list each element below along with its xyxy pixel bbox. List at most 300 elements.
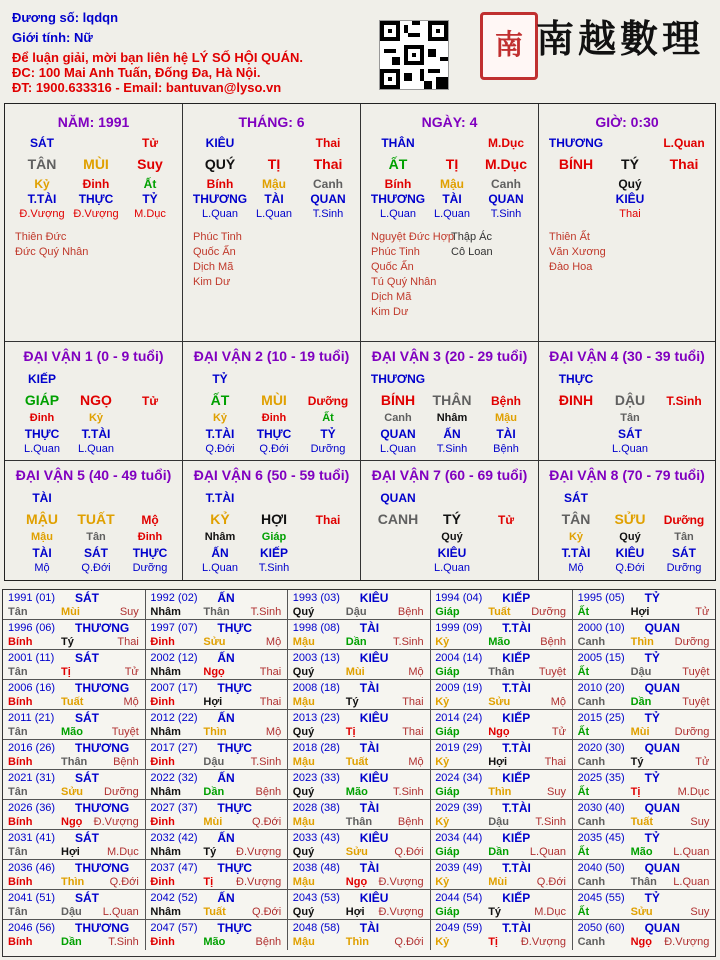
hidden-god: ẤN — [211, 546, 229, 560]
year-stage: T.Sinh — [393, 636, 424, 648]
year-cell[interactable] — [430, 860, 573, 890]
year-cell[interactable] — [145, 710, 288, 740]
year-cell[interactable] — [430, 620, 573, 650]
year-god: KIẾP — [502, 891, 531, 905]
hidden-stem: Tân — [86, 531, 106, 543]
dai-van-god: THƯƠNG — [370, 372, 426, 386]
star-name: Văn Xương — [549, 246, 606, 258]
year-cell[interactable] — [288, 860, 431, 890]
year-branch: Dậu — [61, 906, 82, 918]
year-label: 1992 (02) — [150, 592, 198, 604]
hidden-stem: Nhâm — [204, 531, 236, 543]
year-branch: Ngọ — [345, 876, 368, 888]
qr-code[interactable] — [379, 20, 449, 90]
year-label: 2034 (44) — [435, 832, 483, 844]
year-cell[interactable] — [288, 650, 431, 680]
dai-van-stage: Bệnh — [491, 394, 521, 408]
pillar-title: GIỜ: 0:30 — [595, 114, 659, 130]
year-label: 2021 (31) — [8, 772, 56, 784]
year-stem: Quý — [292, 666, 315, 678]
dai-van-god: T.TÀI — [205, 491, 235, 505]
year-cell[interactable] — [3, 590, 146, 620]
pillar-cell: THƯƠNG — [548, 136, 604, 150]
year-god: THỰC — [217, 741, 253, 755]
year-stem: Kỷ — [435, 876, 450, 888]
year-label: 2003 (13) — [292, 652, 340, 664]
year-label: 1997 (07) — [150, 622, 198, 634]
year-cell[interactable] — [573, 710, 716, 740]
hidden-stem: Nhâm — [436, 412, 468, 424]
year-branch: Thìn — [61, 876, 85, 888]
year-cell[interactable] — [573, 800, 716, 830]
year-god: ẤN — [217, 891, 235, 905]
year-branch: Dần — [61, 936, 82, 948]
year-cell[interactable] — [573, 740, 716, 770]
year-cell[interactable] — [288, 710, 431, 740]
year-god: KIẾP — [502, 771, 531, 785]
year-stage: L.Quan — [102, 906, 139, 918]
year-stem: Canh — [577, 696, 606, 708]
year-god: THỰC — [217, 801, 253, 815]
year-god: TỶ — [644, 591, 660, 605]
year-stem: Ất — [577, 786, 590, 798]
year-cell[interactable] — [145, 620, 288, 650]
year-label: 2032 (42) — [150, 832, 198, 844]
year-god: ẤN — [217, 771, 235, 785]
year-stem: Tân — [8, 726, 28, 738]
year-branch: Thìn — [345, 936, 370, 948]
year-stage: Dưỡng — [674, 636, 710, 648]
year-stem: Giáp — [435, 666, 460, 678]
year-cell[interactable] — [3, 710, 146, 740]
year-branch: Tị — [61, 666, 71, 678]
year-cell[interactable] — [573, 590, 716, 620]
year-branch: Tị — [345, 726, 356, 738]
red-seal-stamp: 南 — [480, 12, 538, 80]
year-cell[interactable] — [145, 920, 288, 950]
hidden-stem: Kỷ — [212, 412, 228, 424]
year-label: 2006 (16) — [8, 682, 56, 694]
hidden-stem: Đinh — [261, 412, 287, 424]
pillar-cell: L.Quan — [255, 208, 293, 220]
year-branch: Thìn — [630, 636, 654, 648]
year-branch: Tuất — [203, 906, 226, 918]
year-cell[interactable] — [573, 920, 716, 950]
year-stem: Bính — [8, 936, 33, 948]
year-label: 2009 (19) — [435, 682, 483, 694]
year-god: KIẾP — [502, 711, 531, 725]
star-name: Tú Quý Nhân — [371, 276, 437, 288]
year-cell[interactable] — [430, 590, 573, 620]
dai-van-1[interactable] — [5, 342, 183, 461]
year-label: 2043 (53) — [292, 892, 340, 904]
pillar-title: NGÀY: 4 — [421, 114, 478, 130]
year-stem: Mậu — [292, 936, 315, 948]
dai-van-title: ĐẠI VẬN 2 (10 - 19 tuổi) — [193, 348, 350, 364]
year-branch: Mùi — [203, 816, 223, 828]
pillar-cell: THƯƠNG — [370, 192, 426, 206]
year-stem: Quý — [292, 606, 315, 618]
year-stem: Nhâm — [150, 606, 181, 618]
year-label: 2008 (18) — [292, 682, 340, 694]
year-god: T.TÀI — [502, 621, 531, 635]
year-god: KIÊU — [359, 591, 389, 605]
year-label: 2007 (17) — [150, 682, 198, 694]
year-branch: Dậu — [345, 606, 367, 618]
pillar-cell: THÂN — [381, 136, 415, 150]
dai-van-god: QUAN — [380, 491, 416, 505]
pillar-title: THÁNG: 6 — [238, 114, 305, 130]
year-god: QUAN — [644, 681, 680, 695]
year-label: 2031 (41) — [8, 832, 56, 844]
year-cell[interactable] — [288, 770, 431, 800]
hidden-stem: Đinh — [29, 412, 55, 424]
year-label: 2022 (32) — [150, 772, 198, 784]
year-cell[interactable] — [573, 650, 716, 680]
hidden-stage: L.Quan — [433, 562, 471, 574]
year-stem: Kỷ — [435, 696, 450, 708]
year-god: KIẾP — [502, 591, 531, 605]
year-stage: L.Quan — [529, 846, 566, 858]
hidden-god: TÀI — [32, 546, 52, 560]
pillar-month — [183, 104, 361, 342]
year-god: TÀI — [359, 681, 380, 695]
pillar-cell: Thai — [315, 136, 341, 150]
year-cell[interactable] — [288, 830, 431, 860]
year-cell[interactable] — [573, 830, 716, 860]
year-cell[interactable] — [3, 920, 146, 950]
year-cell[interactable] — [430, 650, 573, 680]
year-label: 2023 (33) — [292, 772, 340, 784]
year-stem: Tân — [8, 906, 28, 918]
year-stem: Giáp — [435, 786, 460, 798]
star-name: Thiên Đức — [15, 231, 67, 243]
year-cell[interactable] — [145, 740, 288, 770]
pillar-cell: TÝ — [621, 156, 639, 172]
year-stem: Ất — [577, 726, 590, 738]
year-stage: Dưỡng — [531, 606, 566, 618]
star-name: Nguyệt Đức Hợp — [371, 231, 455, 243]
year-branch: Tý — [345, 696, 359, 708]
hidden-stage: T.Sinh — [258, 562, 290, 574]
dai-van-5[interactable] — [5, 461, 183, 580]
hidden-god: SÁT — [618, 427, 642, 441]
year-stem: Đinh — [150, 876, 175, 888]
year-cell[interactable] — [430, 770, 573, 800]
year-branch: Dậu — [488, 816, 509, 828]
gender: Giới tính: Nữ — [12, 30, 93, 45]
hidden-stage: Q.Đới — [259, 443, 289, 455]
year-cell[interactable] — [3, 740, 146, 770]
year-cell[interactable] — [288, 620, 431, 650]
dai-van-8[interactable] — [539, 461, 715, 580]
pillar-cell: T.Sinh — [490, 208, 522, 220]
year-branch: Tuất — [630, 816, 653, 828]
year-god: SÁT — [75, 651, 99, 665]
year-cell[interactable] — [3, 770, 146, 800]
dai-van-branch: HỢI — [261, 511, 287, 527]
pillar-hour — [539, 104, 715, 342]
pillar-cell: TỊ — [267, 156, 281, 172]
year-god: QUAN — [644, 621, 680, 635]
year-stem: Giáp — [435, 606, 460, 618]
year-stem: Bính — [8, 876, 33, 888]
year-god: THƯƠNG — [75, 861, 130, 875]
year-cell[interactable] — [430, 830, 573, 860]
year-cell[interactable] — [573, 770, 716, 800]
year-stage: M.Dục — [107, 846, 139, 858]
year-cell[interactable] — [3, 830, 146, 860]
dai-van-stem: ĐINH — [558, 392, 594, 408]
year-stem: Kỷ — [435, 636, 450, 648]
dai-van-title: ĐẠI VẬN 1 (0 - 9 tuổi) — [23, 348, 164, 364]
year-god: KIẾP — [502, 651, 531, 665]
year-stem: Kỷ — [435, 936, 450, 948]
year-cell[interactable] — [145, 680, 288, 710]
year-god: KIÊU — [359, 891, 389, 905]
address: ĐC: 100 Mai Anh Tuấn, Đống Đa, Hà Nội. — [12, 65, 261, 80]
year-stem: Quý — [292, 786, 315, 798]
year-label: 2011 (21) — [8, 712, 55, 724]
bazi-chart — [4, 103, 716, 581]
year-branch: Ngọ — [488, 726, 510, 738]
year-label: 2010 (20) — [577, 682, 625, 694]
star-name: Phúc Tinh — [371, 246, 420, 258]
dai-van-title: ĐẠI VẬN 4 (30 - 39 tuổi) — [549, 348, 705, 364]
year-cell[interactable] — [145, 830, 288, 860]
hidden-stem: Quý — [441, 531, 463, 543]
pillar-cell: QUÝ — [204, 156, 236, 172]
hidden-stem: Canh — [384, 412, 412, 424]
year-stage: Đ.Vượng — [664, 936, 710, 948]
year-stem: Tân — [8, 606, 28, 618]
pillar-cell: KIÊU — [615, 192, 645, 206]
year-branch: Tị — [630, 786, 641, 798]
year-stage: Bệnh — [540, 636, 566, 648]
dai-van-god: TỶ — [212, 372, 228, 386]
hidden-stem: Mậu — [31, 531, 53, 543]
year-label: 1993 (03) — [292, 592, 340, 604]
dai-van-stem: CANH — [377, 511, 419, 527]
year-cell[interactable] — [145, 770, 288, 800]
year-stem: Nhâm — [150, 906, 181, 918]
year-god: THƯƠNG — [75, 741, 130, 755]
pillar-cell: ẤT — [388, 156, 408, 172]
year-stage: Mộ — [265, 726, 282, 738]
dai-van-god: TÀI — [32, 491, 52, 505]
year-stage: Mộ — [408, 756, 424, 768]
year-cell[interactable] — [3, 860, 146, 890]
year-cell[interactable] — [288, 740, 431, 770]
year-stem: Đinh — [150, 636, 175, 648]
year-branch: Thân — [630, 876, 657, 888]
pillar-cell: Bính — [206, 177, 234, 191]
pillar-cell: TỶ — [142, 192, 158, 206]
year-branch: Mão — [203, 936, 226, 948]
year-label: 2000 (10) — [577, 622, 625, 634]
year-label: 2033 (43) — [292, 832, 340, 844]
year-stem: Nhâm — [150, 846, 181, 858]
pillar-cell: Tử — [141, 136, 159, 150]
year-branch: Mão — [630, 846, 653, 858]
phone-email[interactable]: ĐT: 1900.633316 - Email: bantuvan@lyso.vn — [12, 80, 282, 95]
year-cell[interactable] — [288, 680, 431, 710]
pillar-cell: Mậu — [262, 177, 286, 191]
year-label: 1999 (09) — [435, 622, 483, 634]
year-branch: Mão — [61, 726, 83, 738]
year-cell[interactable] — [3, 620, 146, 650]
star-name: Quốc Ấn — [193, 246, 236, 258]
year-cell[interactable] — [430, 680, 573, 710]
year-cell[interactable] — [430, 800, 573, 830]
hidden-stage: L.Quan — [611, 443, 649, 455]
year-label: 2028 (38) — [292, 802, 340, 814]
year-label: 2005 (15) — [577, 652, 625, 664]
year-cell[interactable] — [145, 890, 288, 920]
year-stage: Đ.Vượng — [520, 936, 566, 948]
year-stage: Đ.Vượng — [378, 906, 424, 918]
dai-van-title: ĐẠI VẬN 8 (70 - 79 tuổi) — [549, 467, 705, 483]
dai-van-2[interactable] — [183, 342, 361, 461]
star-name: Dịch Mã — [193, 261, 234, 273]
year-cell[interactable] — [288, 590, 431, 620]
year-label: 2013 (23) — [292, 712, 340, 724]
year-stage: Suy — [690, 906, 710, 918]
year-branch: Tuất — [488, 606, 511, 618]
year-god: ẤN — [217, 651, 235, 665]
dai-van-7[interactable] — [361, 461, 539, 580]
year-cell[interactable] — [145, 650, 288, 680]
hidden-god: THỰC — [24, 427, 60, 441]
year-cell[interactable] — [288, 920, 431, 950]
year-stem: Ất — [577, 846, 590, 858]
year-cell[interactable] — [430, 740, 573, 770]
dai-van-branch: NGỌ — [80, 392, 112, 408]
year-label: 2048 (58) — [292, 922, 340, 934]
year-god: SÁT — [75, 711, 99, 725]
year-cell[interactable] — [3, 890, 146, 920]
year-stage: Q.Đới — [536, 876, 566, 888]
hidden-stem: Kỷ — [568, 531, 584, 543]
year-branch: Tuất — [61, 696, 84, 708]
year-stage: Bệnh — [397, 606, 424, 618]
year-stage: Q.Đới — [109, 876, 139, 888]
year-stem: Quý — [292, 846, 315, 858]
year-label: 2018 (28) — [292, 742, 340, 754]
year-stage: Tuyệt — [538, 666, 566, 678]
year-label: 2037 (47) — [150, 862, 198, 874]
pillar-cell: THỰC — [78, 192, 114, 206]
dai-van-title: ĐẠI VẬN 7 (60 - 69 tuổi) — [371, 467, 528, 483]
year-cell[interactable] — [145, 860, 288, 890]
year-branch: Dần — [345, 636, 367, 648]
good-stars-list — [549, 230, 606, 275]
hidden-stage: Mộ — [34, 562, 50, 574]
dai-van-stage: T.Sinh — [666, 394, 702, 408]
year-god: TÀI — [359, 621, 380, 635]
annual-luck-table — [2, 589, 716, 957]
year-god: KIẾP — [502, 831, 531, 845]
year-branch: Mùi — [488, 876, 508, 888]
year-label: 1998 (08) — [292, 622, 340, 634]
year-cell[interactable] — [430, 920, 573, 950]
year-stage: Tử — [695, 756, 710, 768]
year-cell[interactable] — [430, 890, 573, 920]
year-stage: Bệnh — [113, 756, 139, 768]
year-cell[interactable] — [3, 800, 146, 830]
year-cell[interactable] — [145, 590, 288, 620]
year-branch: Hợi — [488, 756, 508, 768]
year-stage: Bệnh — [255, 786, 282, 798]
year-branch: Mùi — [630, 726, 650, 738]
year-god: KIÊU — [359, 711, 389, 725]
pillar-cell: Mậu — [440, 177, 464, 191]
year-branch: Mão — [488, 636, 511, 648]
year-stem: Kỷ — [435, 816, 450, 828]
pillar-cell: M.Dục — [488, 136, 524, 150]
year-cell[interactable] — [573, 890, 716, 920]
year-stem: Giáp — [435, 846, 460, 858]
dai-van-title: ĐẠI VẬN 5 (40 - 49 tuổi) — [15, 467, 172, 483]
year-stage: T.Sinh — [535, 816, 566, 828]
year-cell[interactable] — [145, 800, 288, 830]
year-stem: Canh — [577, 876, 606, 888]
year-cell[interactable] — [573, 620, 716, 650]
year-label: 2030 (40) — [577, 802, 625, 814]
year-label: 2029 (39) — [435, 802, 483, 814]
pillar-cell: M.Dục — [134, 208, 166, 220]
pillar-cell: L.Quan — [201, 208, 239, 220]
year-cell[interactable] — [430, 710, 573, 740]
year-branch: Tuất — [345, 756, 369, 768]
year-stem: Mậu — [292, 816, 315, 828]
year-stem: Mậu — [292, 876, 315, 888]
dai-van-stage: Dưỡng — [307, 394, 349, 408]
good-stars-list — [371, 230, 454, 320]
year-stage: Tử — [124, 666, 139, 678]
year-god: TỶ — [644, 711, 660, 725]
dai-van-6[interactable] — [183, 461, 361, 580]
year-cell[interactable] — [288, 800, 431, 830]
dai-van-stem: ẤT — [210, 392, 230, 408]
year-label: 2020 (30) — [577, 742, 625, 754]
star-name: Kim Dư — [193, 276, 231, 288]
pillar-cell: MÙI — [83, 156, 109, 172]
year-stage: Suy — [547, 786, 566, 798]
year-god: QUAN — [644, 741, 680, 755]
year-cell[interactable] — [573, 680, 716, 710]
year-cell[interactable] — [3, 650, 146, 680]
dai-van-stem: TÂN — [561, 511, 591, 527]
year-stage: T.Sinh — [250, 756, 282, 768]
year-stage: Bệnh — [397, 816, 424, 828]
dai-van-4[interactable] — [539, 342, 715, 461]
year-label: 2044 (54) — [435, 892, 483, 904]
year-cell[interactable] — [288, 890, 431, 920]
year-stage: Tuyệt — [682, 666, 710, 678]
year-cell[interactable] — [573, 860, 716, 890]
dai-van-3[interactable] — [361, 342, 539, 461]
year-stage: Đ.Vượng — [378, 876, 424, 888]
year-cell[interactable] — [3, 680, 146, 710]
year-god: TÀI — [359, 801, 380, 815]
pillar-cell: THƯƠNG — [192, 192, 248, 206]
year-god: THỰC — [217, 681, 253, 695]
dai-van-branch: TUẤT — [77, 511, 115, 527]
year-stem: Đinh — [150, 696, 175, 708]
year-god: TỶ — [644, 831, 660, 845]
pillar-cell: QUAN — [488, 192, 524, 206]
